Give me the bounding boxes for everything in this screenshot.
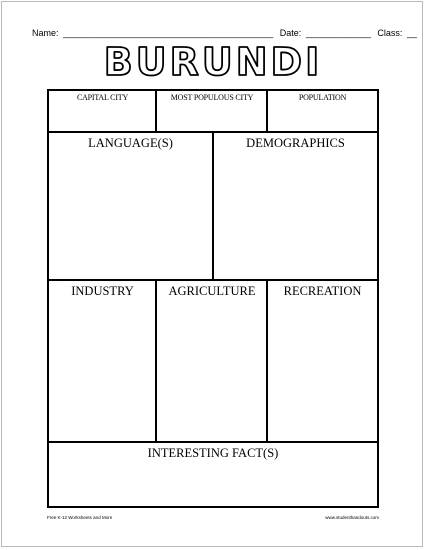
most-populous-city-cell[interactable] <box>157 91 267 132</box>
col-divider-r1-b <box>266 91 268 132</box>
col-divider-r3-a <box>155 280 157 442</box>
most-populous-city-label: MOST POPULOUS CITY <box>170 93 254 102</box>
capital-city-cell[interactable] <box>49 91 156 132</box>
class-label: Class: <box>377 28 403 38</box>
date-blank[interactable]: _____________ <box>305 28 371 38</box>
recreation-cell[interactable] <box>268 281 377 441</box>
population-cell[interactable] <box>268 91 377 132</box>
demographics-label: DEMOGRAPHICS <box>246 136 345 150</box>
industry-cell[interactable] <box>49 281 156 441</box>
name-label: Name: <box>32 28 59 38</box>
interesting-facts-cell[interactable] <box>49 443 377 506</box>
worksheet-grid <box>47 89 379 508</box>
demographics-cell[interactable] <box>214 133 377 279</box>
languages-cell[interactable] <box>49 133 212 279</box>
date-label: Date: <box>279 28 302 38</box>
capital-city-label: CAPITAL CITY <box>76 93 129 102</box>
col-divider-r1-a <box>155 91 157 132</box>
col-divider-r2 <box>212 132 214 280</box>
footer-right-text: www.studenthandouts.com <box>325 515 379 520</box>
recreation-label: RECREATION <box>283 284 362 298</box>
page-title <box>0 34 426 90</box>
industry-label: INDUSTRY <box>71 284 134 298</box>
languages-label: LANGUAGE(S) <box>88 136 173 150</box>
name-blank[interactable]: __________________________________________ <box>63 28 274 38</box>
interesting-facts-label: INTERESTING FACT(S) <box>147 446 279 460</box>
class-blank[interactable]: __ <box>406 28 417 38</box>
agriculture-label: AGRICULTURE <box>168 284 256 298</box>
title-text: BURUNDI <box>103 40 323 84</box>
population-label: POPULATION <box>298 93 347 102</box>
row-divider-3 <box>49 441 377 443</box>
col-divider-r3-b <box>266 280 268 442</box>
agriculture-cell[interactable] <box>157 281 267 441</box>
footer-left-text: Free K-12 Worksheets and More <box>47 515 113 520</box>
